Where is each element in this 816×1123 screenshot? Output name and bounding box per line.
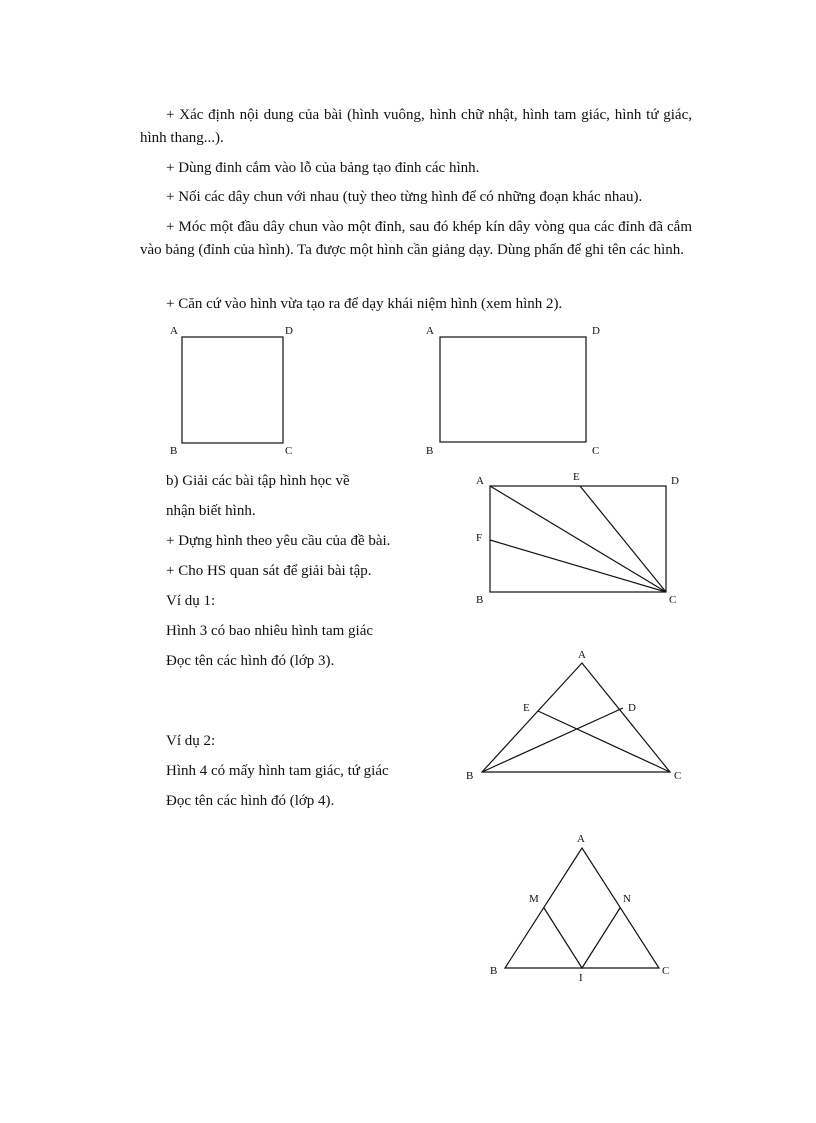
rect-lines-label-c: C [669,594,677,606]
text-line-7: Đọc tên các hình đó (lớp 3). [166,653,335,669]
square-label-c: C [285,445,293,457]
triangle-abc-outer [505,848,659,968]
mni-label-m: M [529,893,539,905]
segment-ce [538,711,670,772]
rectangle-label-a: A [426,325,434,337]
figure-rectangle-lines [470,468,685,608]
triangle-abc [482,663,670,772]
figure-square [166,320,306,460]
rect-lines-label-e: E [573,471,580,483]
square-label-a: A [170,325,178,337]
text-line-4: + Cho HS quan sát để giải bài tập. [166,563,372,579]
rect-lines-label-a: A [476,475,484,487]
square-outline [182,337,283,443]
rectangle-label-b: B [426,445,434,457]
paragraph-1: + Xác định nội dung của bài (hình vuông, hình chữ nhật, hình tam giác, hình tứ giác, hình thang...). [140,107,692,146]
segment-m-i-n [544,908,620,968]
rectangle-outline [440,337,586,442]
text-line-8: Ví dụ 2: [166,733,216,749]
segment-ac [490,486,666,592]
figure-rectangle [424,320,614,460]
rect-lines-label-f: F [476,532,483,544]
rect-lines-label-d: D [671,475,679,487]
text-line-5: Ví dụ 1: [166,593,216,609]
square-label-b: B [170,445,178,457]
mni-label-b: B [490,965,498,977]
paragraph-4: + Móc một đầu dây chun vào một đỉnh, sau đó khép kín dây vòng qua các đỉnh đã cắm vào bảng (đỉnh của hình). Ta được một hình cần giảng dạy. Dùng phấn để ghi tên các hình. [140,219,692,258]
rectangle-label-c: C [592,445,600,457]
text-line-1: b) Giải các bài tập hình học về [166,473,350,489]
paragraph-2: + Dùng đinh cắm vào lỗ của bảng tạo đỉnh các hình. [166,160,480,176]
figure-triangle-mni [487,828,677,988]
tri-label-a: A [578,649,586,661]
tri-label-c: C [674,770,682,782]
tri-label-b: B [466,770,474,782]
rect-lines-label-b: B [476,594,484,606]
text-line-10: Đọc tên các hình đó (lớp 4). [166,793,335,809]
tri-label-e: E [523,702,530,714]
rectangle-label-d: D [592,325,600,337]
text-line-3: + Dựng hình theo yêu cầu của đề bài. [166,533,391,549]
mni-label-n: N [623,893,631,905]
text-line-2: nhận biết hình. [166,503,256,519]
text-line-6: Hình 3 có bao nhiêu hình tam giác [166,623,374,639]
segment-ec [580,486,666,592]
paragraph-5: + Căn cứ vào hình vừa tạo ra để dạy khái niệm hình (xem hình 2). [166,296,563,312]
mni-label-c: C [662,965,670,977]
segment-fc [490,540,666,592]
figure-triangle-cevians [462,645,697,790]
mni-label-a: A [577,833,585,845]
tri-label-d: D [628,702,636,714]
paragraph-3: + Nối các dây chun với nhau (tuỳ theo từng hình để có những đoạn khác nhau). [166,189,643,205]
text-line-9: Hình 4 có mấy hình tam giác, tứ giác [166,763,389,779]
mni-label-i: I [579,972,583,984]
square-label-d: D [285,325,293,337]
